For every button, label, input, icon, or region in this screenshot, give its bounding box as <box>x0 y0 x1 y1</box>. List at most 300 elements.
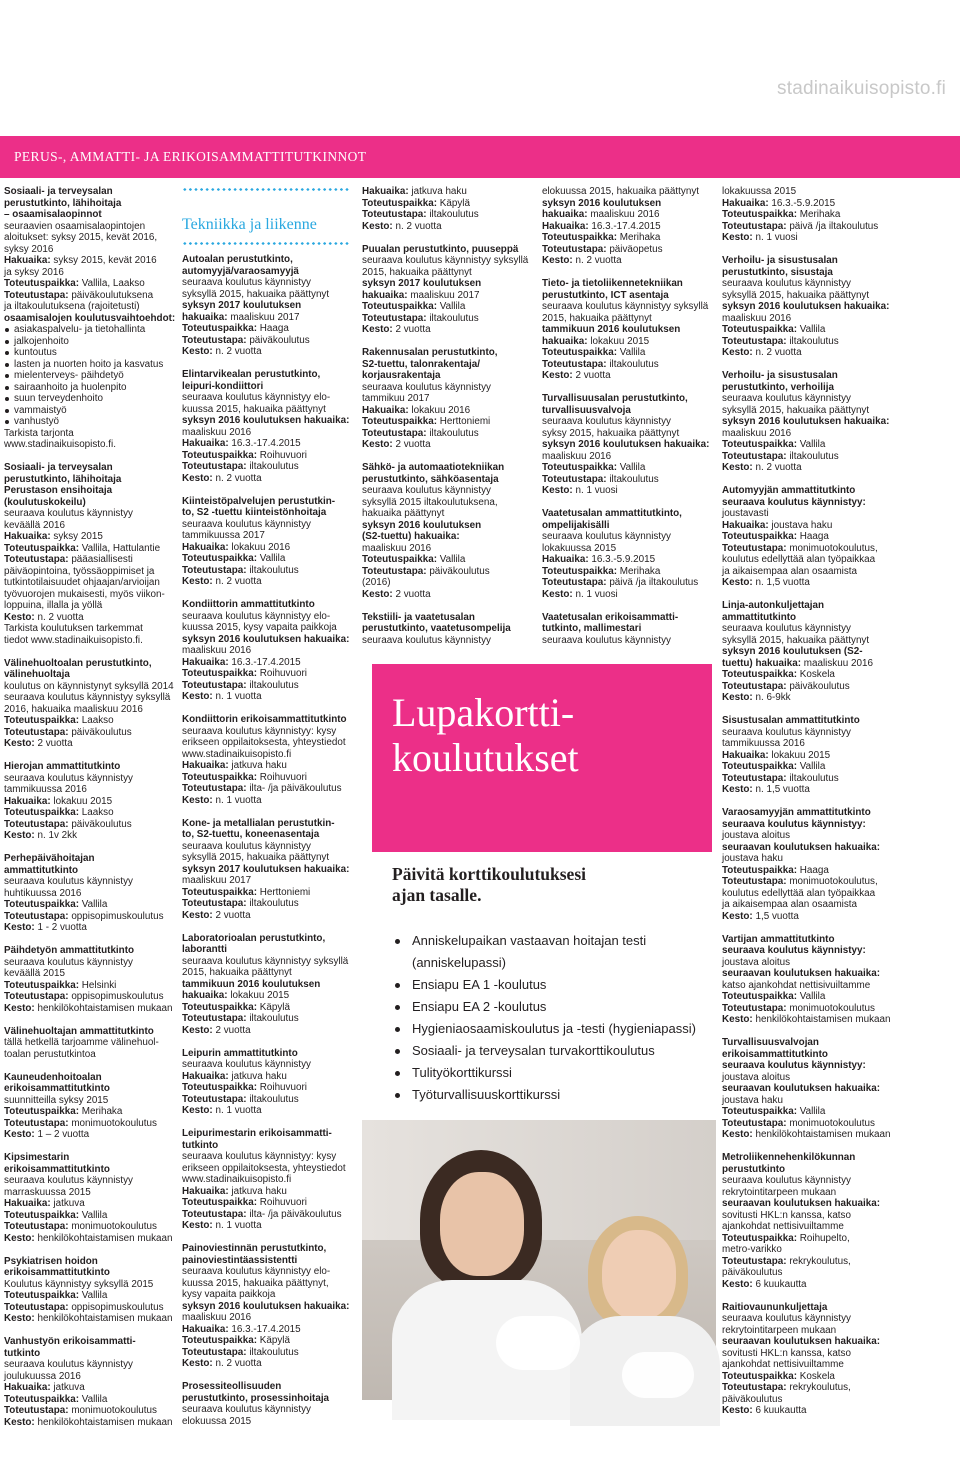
entry-text: joustava aloitus <box>722 956 791 968</box>
entry-field <box>4 1106 176 1118</box>
spacer <box>722 474 898 486</box>
field-label: Kesto: <box>362 439 393 450</box>
entry-field <box>542 336 714 348</box>
entry-title: Kipsimestarin <box>4 1152 70 1163</box>
entry-title: syksyn 2016 koulutuksen hakuaika: <box>722 416 890 427</box>
spacer <box>542 382 714 394</box>
entry-text: rekrytointitarpeen mukaan <box>722 1324 837 1336</box>
field-label: Toteutuspaikka: <box>182 1001 257 1013</box>
field-value: iltakoulutus <box>249 1346 299 1358</box>
entry-text: maaliskuu 2016 <box>182 1312 252 1323</box>
entry-text: seuraava koulutus käynnistyy <box>542 416 671 427</box>
entry-field <box>542 577 714 589</box>
entry-text: 2015, hakuaika päättynyt <box>362 266 472 278</box>
field-value: päivä /ja iltakoulutus <box>789 220 879 232</box>
column-4 <box>542 186 714 656</box>
field-label: Kesto: <box>722 1014 753 1025</box>
field-label: Toteutuspaikka: <box>4 899 79 910</box>
entry-text: hakuaika päättynyt <box>362 508 445 519</box>
entry-field <box>542 485 714 497</box>
field-label: Toteutustapa: <box>722 542 787 554</box>
list-item: vammaistyö <box>4 405 176 417</box>
field-label: Toteutustapa: <box>182 461 247 472</box>
field-value: 6 kuukautta <box>755 1405 807 1416</box>
entry-text: seuraava koulutus käynnistyy <box>722 1313 851 1324</box>
entry-title: Laboratorioalan perustutkinto, <box>182 932 326 944</box>
entry-text: tammikuussa 2017 <box>182 530 265 541</box>
field-value: 2 vuotta <box>395 588 431 600</box>
entry-text: suunnitteilla syksy 2015 <box>4 1094 109 1106</box>
entry-title: seuraava koulutus käynnistyy: <box>722 818 866 830</box>
field-value: Käpylä <box>259 1335 290 1346</box>
entry-text: seuraava koulutus käynnistyy syksyllä <box>362 255 529 266</box>
field-value: oppisopimuskoulutus <box>71 991 164 1002</box>
entry-field <box>722 773 898 785</box>
field-value: 2 vuotta <box>215 1024 251 1036</box>
entry-field <box>4 1233 176 1245</box>
field-value: iltakoulutus <box>789 450 839 462</box>
spacer <box>4 646 176 658</box>
entry-title: – osaamisalaopinnot <box>4 209 102 220</box>
entry-title: Varaosamyyjän ammattitutkinto <box>722 807 871 818</box>
entry-title: Raitiovaununkuljettaja <box>722 1301 828 1313</box>
field-value: n. 2 vuotta <box>215 346 262 357</box>
field-label: Kesto: <box>182 472 213 484</box>
entry-text: marraskuussa 2015 <box>4 1186 91 1198</box>
entry-title: seuraavan koulutuksen hakuaika: <box>722 1336 881 1347</box>
field-label: Toteutustapa: <box>542 243 607 255</box>
field-value: pääasiallisesti <box>71 554 133 565</box>
entry-text: seuraava koulutus käynnistyy elo- <box>182 1266 331 1277</box>
entry-text: koulutus edellyttää alan työpaikkaa <box>722 554 876 565</box>
field-value: Vallila <box>799 439 826 450</box>
field-value: n. 2 vuotta <box>575 255 622 266</box>
field-label: Toteutustapa: <box>182 783 247 794</box>
field-label: Kesto: <box>722 1129 753 1140</box>
entry-title: tutkinto <box>4 1347 41 1359</box>
entry-field <box>4 980 176 992</box>
field-label: Toteutustapa: <box>182 679 247 691</box>
spacer <box>542 600 714 612</box>
entry-title: (koulutuskokeilu) <box>4 496 86 508</box>
entry-text: loppuina, illalla ja yöllä <box>4 600 103 611</box>
entry-field <box>722 692 898 704</box>
entry-title: to, S2 -tuettu kiinteistönhoitaja <box>182 507 327 518</box>
field-label: Toteutuspaikka: <box>4 715 79 726</box>
list-item: lasten ja nuorten hoito ja kasvatus <box>4 359 176 371</box>
entry-title: Sähkö- ja automaatiotekniikan <box>362 462 505 473</box>
entry-text: seuraava koulutus käynnistyy syksyllä <box>182 955 349 967</box>
section-banner <box>0 136 960 178</box>
list-item: Työturvallisuuskorttikurssi <box>392 1084 712 1106</box>
entry-text: tammikuussa 2016 <box>722 738 805 749</box>
entry-title: korjausrakentaja <box>362 370 441 381</box>
field-label: Toteutustapa: <box>4 1117 69 1129</box>
entry-title: Linja-autonkuljettajan <box>722 600 825 611</box>
entry-text: syksyllä 2015, hakuaika päättynyt <box>182 288 330 300</box>
entry-text: seuraava koulutus käynnistyy <box>4 508 133 519</box>
entry-field <box>182 772 352 784</box>
entry-text: lokakuussa 2015 <box>722 186 797 197</box>
entry-title: Leipurimestarin erikoisammatti- <box>182 1128 332 1139</box>
entry-title: Hierojan ammattitutkinto <box>4 761 121 772</box>
field-value: Vallila <box>81 1209 108 1221</box>
field-value: n. 1 vuotta <box>215 1220 262 1231</box>
entry-field <box>4 1394 176 1406</box>
field-value: Haaga <box>259 323 289 334</box>
field-label: Kesto: <box>4 1313 35 1324</box>
entry-field <box>4 1221 176 1233</box>
entry-title: S2-tuettu, talonrakentaja/ <box>362 358 480 370</box>
field-value: päiväkoulutus <box>249 334 310 346</box>
entry-title: Päihdetyön ammattitutkinto <box>4 945 135 956</box>
field-label: Kesto: <box>4 1416 35 1428</box>
entry-field <box>542 244 714 256</box>
entry-field <box>4 738 176 750</box>
field-value: päiväkoulutus <box>429 565 490 577</box>
field-label: Hakuaika: <box>362 404 409 416</box>
entry-field <box>4 922 176 934</box>
list-item: vanhustyö <box>4 416 176 428</box>
spacer <box>4 1244 176 1256</box>
field-label: Toteutustapa: <box>722 1382 787 1393</box>
field-label: Kesto: <box>182 1358 213 1369</box>
entry-field <box>4 531 176 543</box>
entry-field <box>4 1417 176 1429</box>
lupakortti-subtitle: Päivitä korttikoulutuksesi ajan tasalle. <box>392 864 586 905</box>
entry-title: seuraavan koulutuksen hakuaika: <box>722 1083 881 1094</box>
field-label: Kesto: <box>4 830 35 841</box>
field-value: n. 1 vuosi <box>755 232 798 243</box>
entry-text: syksy 2016 <box>4 243 54 255</box>
entry-field <box>542 474 714 486</box>
field-value: Merihaka <box>799 209 841 220</box>
entry-title: automyyjä/varaosamyyjä <box>182 265 299 277</box>
field-value: 2 vuotta <box>215 909 251 921</box>
entry-text: seuraava koulutus käynnistyy syksyllä <box>4 692 171 703</box>
entry-field <box>182 565 352 577</box>
entry-text: huhtikuussa 2016 <box>4 887 82 899</box>
field-value: henkilökohtaistamisen mukaan <box>37 1313 173 1324</box>
spacer <box>4 934 176 946</box>
field-label: Toteutustapa: <box>362 312 427 324</box>
entry-text: seuraava koulutus käynnistyy <box>182 277 311 288</box>
entry-title: syksyn 2016 koulutuksen hakuaika: <box>182 633 350 645</box>
field-label: Toteutuspaikka: <box>182 553 257 564</box>
field-value: rekrykoulutus, <box>789 1255 851 1267</box>
entry-text: maaliskuu 2016 <box>362 542 432 554</box>
site-url[interactable]: stadinaikuisopisto.fi <box>777 78 946 99</box>
entry-title: Painoviestinnän perustutkinto, <box>182 1243 327 1254</box>
field-value: Vallila <box>81 1290 108 1301</box>
entry-field <box>722 462 898 474</box>
entry-title: syksyn 2016 koulutuksen hakuaika: <box>542 439 710 450</box>
entry-title: perustutkinto, prosessinhoitaja <box>182 1392 330 1404</box>
entry-field <box>182 680 352 692</box>
field-label: Toteutuspaikka: <box>182 1335 257 1346</box>
entry-title: Välinehuoltoalan perustutkinto, <box>4 657 152 669</box>
entry-field <box>182 1013 352 1025</box>
field-value: 16.3.-5.9.2015 <box>591 554 656 565</box>
entry-field <box>182 898 352 910</box>
entry-field <box>362 439 534 451</box>
entry-field <box>542 255 714 267</box>
field-value: jatkuva haku <box>411 186 467 197</box>
field-value: päiväkoulutus <box>71 726 132 738</box>
entry-title: syksyn 2016 koulutuksen hakuaika: <box>182 415 350 426</box>
field-label: Toteutustapa: <box>722 1117 787 1129</box>
list-item: jalkojenhoito <box>4 336 176 348</box>
field-value: iltakoulutus <box>249 1093 299 1105</box>
field-value: iltakoulutus <box>789 335 839 347</box>
spacer <box>4 1141 176 1153</box>
spacer <box>4 842 176 854</box>
field-label: Toteutustapa: <box>182 1346 247 1358</box>
field-label: hakuaika: <box>542 209 588 220</box>
entry-title: syksyn 2016 koulutuksen <box>362 519 482 531</box>
entry-text: seuraava koulutus käynnistyy <box>722 1175 851 1186</box>
entry-title: tutkinto, mallimestari <box>542 623 642 634</box>
field-value: Vallila <box>439 301 466 312</box>
field-value: Roihuvuori <box>259 771 307 783</box>
entry-text: ja aikaisempaa alan osaamista <box>722 899 858 910</box>
entry-title: Psykiatrisen hoidon <box>4 1255 98 1267</box>
field-label: Toteutustapa: <box>4 910 69 922</box>
entry-title: Sosiaali- ja terveysalan <box>4 186 113 197</box>
field-value: lokakuu 2015 <box>771 749 831 761</box>
entry-title: Kauneudenhoitoalan <box>4 1071 102 1083</box>
field-label: Kesto: <box>362 220 393 232</box>
entry-text: metro-varikko <box>722 1244 782 1255</box>
spacer <box>722 1141 898 1153</box>
field-value: henkilökohtaistamisen mukaan <box>37 1002 173 1014</box>
field-value: päiväopetus <box>609 243 663 255</box>
field-label: Kesto: <box>722 232 753 243</box>
field-label: Toteutuspaikka: <box>182 668 257 679</box>
spacer <box>722 704 898 716</box>
entry-text: seuraava koulutus käynnistyy <box>182 1059 311 1070</box>
field-value: n. 1,5 vuotta <box>755 577 810 588</box>
entry-text: aloitukset: syksy 2015, kevät 2016, <box>4 232 158 243</box>
column-1 <box>4 186 176 1428</box>
field-label: Toteutuspaikka: <box>182 886 257 898</box>
field-value: Roihuvuori <box>259 449 307 461</box>
entry-text: maaliskuu 2016 <box>182 426 252 438</box>
entry-field <box>722 991 898 1003</box>
field-label: Toteutuspaikka: <box>542 565 617 577</box>
entry-title: Verhoilu- ja sisustusalan <box>722 370 838 381</box>
spacer <box>542 267 714 279</box>
entry-field <box>4 807 176 819</box>
field-label: Toteutuspaikka: <box>4 1393 79 1405</box>
entry-text: ajankohdat nettisivuiltamme <box>722 1221 844 1232</box>
entry-text: 2015, hakuaika päättynyt <box>182 967 292 978</box>
field-label: Toteutuspaikka: <box>4 1209 79 1221</box>
entry-text: Tarkista koulutuksen tarkemmat <box>4 623 143 634</box>
spacer <box>182 358 352 370</box>
entry-text: seuraava koulutus käynnistyy elo- <box>182 610 331 622</box>
field-value: 2 vuotta <box>37 738 73 749</box>
field-label: Kesto: <box>542 370 573 381</box>
field-label: Toteutuspaikka: <box>542 232 617 243</box>
field-value: Vallila, Laakso <box>81 278 145 289</box>
field-value: 16.3.-17.4.2015 <box>231 438 301 449</box>
field-value: ilta- /ja päiväkoulutus <box>249 1208 342 1220</box>
entry-title: syksyn 2016 koulutuksen hakuaika: <box>722 301 890 312</box>
field-label: Toteutustapa: <box>722 450 787 462</box>
entry-field <box>4 830 176 842</box>
field-value: n. 2 vuotta <box>215 472 262 484</box>
entry-field <box>182 1094 352 1106</box>
spacer <box>182 588 352 600</box>
field-label: Kesto: <box>722 910 753 922</box>
entry-text: päiväkoulutus <box>722 1393 783 1405</box>
entry-field <box>722 520 898 532</box>
field-value: Merihaka <box>619 232 661 243</box>
entry-field <box>722 198 898 210</box>
field-value: 1,5 vuotta <box>755 910 799 922</box>
field-value: 2 vuotta <box>575 370 611 381</box>
entry-text: ja aikaisempaa alan osaamista <box>722 565 858 577</box>
field-value: iltakoulutus <box>429 427 479 439</box>
entry-field <box>182 783 352 795</box>
entry-field <box>182 312 352 324</box>
entry-field <box>182 657 352 669</box>
entry-field <box>4 554 176 566</box>
spacer <box>4 750 176 762</box>
entry-title: turvallisuusvalvoja <box>542 404 631 416</box>
field-label: Toteutuspaikka: <box>722 1370 797 1382</box>
field-label: Kesto: <box>4 611 35 623</box>
field-label: Toteutuspaikka: <box>182 449 257 461</box>
field-label: Hakuaika: <box>4 531 51 542</box>
entry-field <box>722 1129 898 1141</box>
field-label: Toteutuspaikka: <box>362 197 437 209</box>
field-value: maaliskuu 2016 <box>803 657 873 669</box>
field-label: Toteutustapa: <box>4 991 69 1002</box>
entry-text: sovitusti HKL:n kanssa, katso <box>722 1209 851 1221</box>
entry-field <box>4 1405 176 1417</box>
entry-title: syksyn 2017 koulutuksen <box>362 278 482 289</box>
entry-field <box>362 313 534 325</box>
entry-text: seuraava koulutus käynnistyy syksyllä <box>542 301 709 312</box>
entry-field <box>182 887 352 899</box>
entry-title: Turvallisuusvalvojan <box>722 1037 819 1048</box>
field-label: Toteutustapa: <box>542 358 607 370</box>
entry-title: Vanhustyön erikoisammatti- <box>4 1336 136 1347</box>
entry-text: seuraava koulutus käynnistyy elo- <box>182 392 331 403</box>
field-value: iltakoulutus <box>249 898 299 909</box>
entry-field <box>722 669 898 681</box>
field-label: tuettu) hakuaika: <box>722 657 802 669</box>
entry-title: perustutkinto, verhoilija <box>722 381 834 393</box>
list-item: suun terveydenhoito <box>4 393 176 405</box>
entry-title: syksyn 2017 koulutuksen hakuaika: <box>182 863 350 875</box>
field-label: Hakuaika: <box>182 438 229 449</box>
list-item: Sosiaali- ja terveysalan turvakorttikoulutus <box>392 1040 712 1062</box>
field-label: Toteutuspaikka: <box>4 1290 79 1301</box>
entry-title: Leipurin ammattitutkinto <box>182 1047 298 1059</box>
entry-field <box>362 221 534 233</box>
field-label: Kesto: <box>182 1105 213 1116</box>
field-label: Hakuaika: <box>4 255 51 266</box>
field-value: oppisopimuskoulutus <box>71 1301 164 1313</box>
entry-text: kuussa 2015, hakuaika päättynyt <box>182 403 326 415</box>
field-label: Hakuaika: <box>722 519 769 531</box>
entry-field <box>362 589 534 601</box>
field-label: Hakuaika: <box>722 197 769 209</box>
field-label: Kesto: <box>4 922 35 933</box>
field-label: Toteutuspaikka: <box>4 1106 79 1117</box>
entry-text: syksyllä 2015, hakuaika päättynyt <box>182 852 330 863</box>
field-value: henkilökohtaistamisen mukaan <box>755 1129 891 1140</box>
entry-field <box>722 681 898 693</box>
field-value: Haaga <box>799 531 829 542</box>
field-value: Koskela <box>799 669 835 680</box>
field-value: 16.3.-17.4.2015 <box>591 220 661 232</box>
list-item: Ensiapu EA 2 -koulutus <box>392 996 712 1018</box>
field-label: Kesto: <box>4 1232 35 1244</box>
field-value: Helsinki <box>81 979 117 991</box>
entry-text: lokakuussa 2015 <box>542 542 617 554</box>
field-label: Hakuaika: <box>182 1070 229 1082</box>
field-value: jatkuva haku <box>231 1185 287 1197</box>
field-value: lokakuu 2016 <box>231 541 291 553</box>
field-value: Vallila <box>81 1393 108 1405</box>
entry-title: Vartijan ammattitutkinto <box>722 933 835 945</box>
entry-field <box>722 232 898 244</box>
field-label: Toteutuspaikka: <box>362 416 437 427</box>
field-value: Vallila <box>259 553 286 564</box>
entry-title: tammikuun 2016 koulutuksen <box>542 324 681 335</box>
spacer <box>4 1014 176 1026</box>
entry-title: erikoisammattitutkinto <box>722 1048 828 1060</box>
entry-field <box>4 899 176 911</box>
entry-title: seuraavan koulutuksen hakuaika: <box>722 841 881 853</box>
field-label: Toteutustapa: <box>362 565 427 577</box>
spacer <box>182 1232 352 1244</box>
field-value: joustava haku <box>771 519 833 531</box>
field-value: Vallila <box>799 1106 826 1117</box>
field-label: Toteutuspaikka: <box>4 542 79 554</box>
entry-field <box>542 566 714 578</box>
field-label: Toteutuspaikka: <box>4 807 79 818</box>
entry-title: Vaatetusalan erikoisammatti- <box>542 611 679 623</box>
entry-text: www.stadinaikuisopisto.fi <box>182 748 292 760</box>
entry-field <box>722 1279 898 1291</box>
entry-field <box>542 347 714 359</box>
entry-text: (2016) <box>362 577 391 588</box>
entry-text: seuraava koulutus käynnistyy <box>722 623 851 634</box>
entry-field <box>362 209 534 221</box>
entry-field <box>182 438 352 450</box>
entry-title: Metroliikennehenkilökunnan <box>722 1152 856 1163</box>
field-value: n. 6-9kk <box>755 692 791 703</box>
field-label: Toteutustapa: <box>182 334 247 346</box>
entry-title: seuraavan koulutuksen hakuaika: <box>722 968 881 979</box>
entry-field <box>722 336 898 348</box>
lupakortti-title: Lupakortti- koulutukset <box>392 690 579 780</box>
entry-title: osaamisalojen koulutusvaihtoehdot: <box>4 312 176 324</box>
field-label: Kesto: <box>722 462 753 473</box>
entry-text: syksy 2015, hakuaika päättynyt <box>542 427 680 439</box>
entry-text: seuraava koulutus käynnistyy <box>722 278 851 289</box>
entry-field <box>182 450 352 462</box>
entry-field <box>722 209 898 221</box>
entry-field <box>542 359 714 371</box>
field-value: 16.3.-17.4.2015 <box>231 656 301 668</box>
field-label: Toteutuspaikka: <box>182 323 257 334</box>
